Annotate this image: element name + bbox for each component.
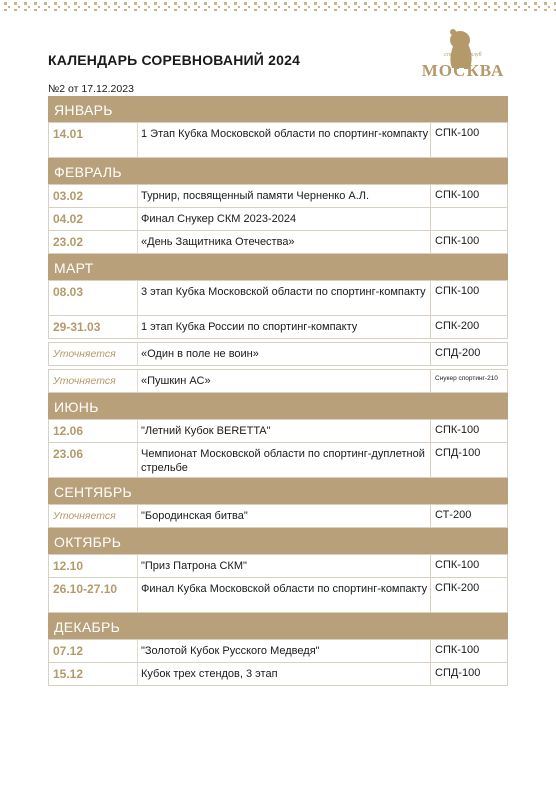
event-venue: Снукер спортинг-210: [435, 375, 498, 382]
event-title: Финал Снукер СКМ 2023-2024: [141, 213, 297, 225]
event-row: [48, 342, 508, 366]
column-divider: [430, 123, 431, 157]
competition-calendar: [48, 96, 508, 686]
column-divider: [137, 640, 138, 662]
month-header: ОКТЯБРЬ: [48, 528, 508, 554]
column-divider: [430, 208, 431, 230]
column-divider: [430, 505, 431, 527]
event-venue: СПК-100: [435, 285, 480, 297]
column-divider: [137, 443, 138, 477]
event-venue: СПК-100: [435, 559, 480, 571]
event-date: 15.12: [53, 667, 84, 681]
column-divider: [430, 231, 431, 253]
event-row: [48, 639, 508, 663]
event-venue: СПК-100: [435, 644, 480, 656]
event-row: [48, 578, 508, 613]
logo-text: МОСКВА: [421, 61, 505, 80]
column-divider: [430, 420, 431, 442]
page-title: КАЛЕНДАРЬ СОРЕВНОВАНИЙ 2024: [48, 52, 301, 68]
event-date: Уточняется: [53, 510, 116, 522]
event-venue: СПК-100: [435, 189, 480, 201]
event-title: "Бородинская битва": [141, 510, 248, 522]
event-date: 07.12: [53, 644, 84, 658]
column-divider: [430, 185, 431, 207]
decorative-ornament-border: [0, 0, 556, 14]
event-row: [48, 316, 508, 339]
column-divider: [430, 316, 431, 338]
event-title: "Летний Кубок BERETTA": [141, 425, 271, 437]
month-header: СЕНТЯБРЬ: [48, 478, 508, 504]
event-title: 1 этап Кубка России по спортинг-компакту: [141, 321, 358, 333]
event-venue: СПД-100: [435, 447, 481, 459]
event-row: [48, 280, 508, 316]
event-row: [48, 419, 508, 443]
event-venue: СПК-100: [435, 127, 480, 139]
column-divider: [137, 663, 138, 685]
column-divider: [430, 443, 431, 477]
month-header: ФЕВРАЛЬ: [48, 158, 508, 184]
column-divider: [137, 281, 138, 315]
event-date: 12.10: [53, 559, 84, 573]
column-divider: [137, 316, 138, 338]
column-divider: [430, 640, 431, 662]
event-venue: СПД-100: [435, 667, 481, 679]
event-title: Кубок трех стендов, 3 этап: [141, 668, 278, 680]
event-date: Уточняется: [53, 348, 116, 360]
event-title: «Пушкин АС»: [141, 375, 211, 387]
column-divider: [430, 578, 431, 612]
column-divider: [430, 281, 431, 315]
event-row: [48, 369, 508, 393]
event-row: [48, 208, 508, 231]
event-row: [48, 122, 508, 158]
column-divider: [430, 343, 431, 365]
event-row: [48, 663, 508, 686]
event-row: [48, 443, 508, 478]
column-divider: [137, 420, 138, 442]
month-header: ДЕКАБРЬ: [48, 613, 508, 639]
column-divider: [137, 343, 138, 365]
event-title: 1 Этап Кубка Московской области по спортинг-компакту: [141, 128, 429, 140]
column-divider: [430, 555, 431, 577]
event-title: Финал Кубка Московской области по спортинг-компакту: [141, 583, 428, 595]
event-title: «Один в поле не воин»: [141, 348, 259, 360]
event-row: [48, 184, 508, 208]
event-venue: СПД-200: [435, 347, 481, 359]
event-title: "Золотой Кубок Русского Медведя": [141, 645, 320, 657]
event-date: 14.01: [53, 127, 84, 141]
column-divider: [137, 555, 138, 577]
logo-subtitle: спортинг-клуб: [444, 52, 482, 58]
column-divider: [137, 123, 138, 157]
event-row: [48, 231, 508, 254]
column-divider: [430, 663, 431, 685]
event-title: Турнир, посвященный памяти Черненко А.Л.: [141, 190, 370, 202]
event-date: 03.02: [53, 189, 84, 203]
event-date: 26.10-27.10: [53, 582, 118, 596]
event-venue: СПК-200: [435, 582, 480, 594]
event-date: 12.06: [53, 424, 84, 438]
month-header: ЯНВАРЬ: [48, 96, 508, 122]
event-date: 29-31.03: [53, 320, 101, 334]
event-date: 04.02: [53, 212, 84, 226]
event-title: 3 этап Кубка Московской области по спортинг-компакту: [141, 286, 426, 298]
month-header: МАРТ: [48, 254, 508, 280]
month-header: ИЮНЬ: [48, 393, 508, 419]
column-divider: [137, 370, 138, 392]
column-divider: [137, 578, 138, 612]
event-date: 23.06: [53, 447, 84, 461]
event-title: Чемпионат Московской области по спортинг-дуплетной стрельбе: [141, 448, 425, 474]
event-row: [48, 554, 508, 578]
event-venue: СПК-200: [435, 320, 480, 332]
event-row: [48, 504, 508, 528]
event-date: 08.03: [53, 285, 84, 299]
document-number: №2 от 17.12.2023: [48, 83, 134, 95]
column-divider: [137, 231, 138, 253]
column-divider: [430, 370, 431, 392]
event-date: Уточняется: [53, 375, 116, 387]
event-venue: СПК-100: [435, 424, 480, 436]
column-divider: [137, 208, 138, 230]
column-divider: [137, 505, 138, 527]
event-title: «День Защитника Отечества»: [141, 236, 295, 248]
event-date: 23.02: [53, 235, 84, 249]
event-title: "Приз Патрона СКМ": [141, 560, 247, 572]
column-divider: [137, 185, 138, 207]
event-venue: СПК-100: [435, 235, 480, 247]
event-venue: СТ-200: [435, 509, 472, 521]
